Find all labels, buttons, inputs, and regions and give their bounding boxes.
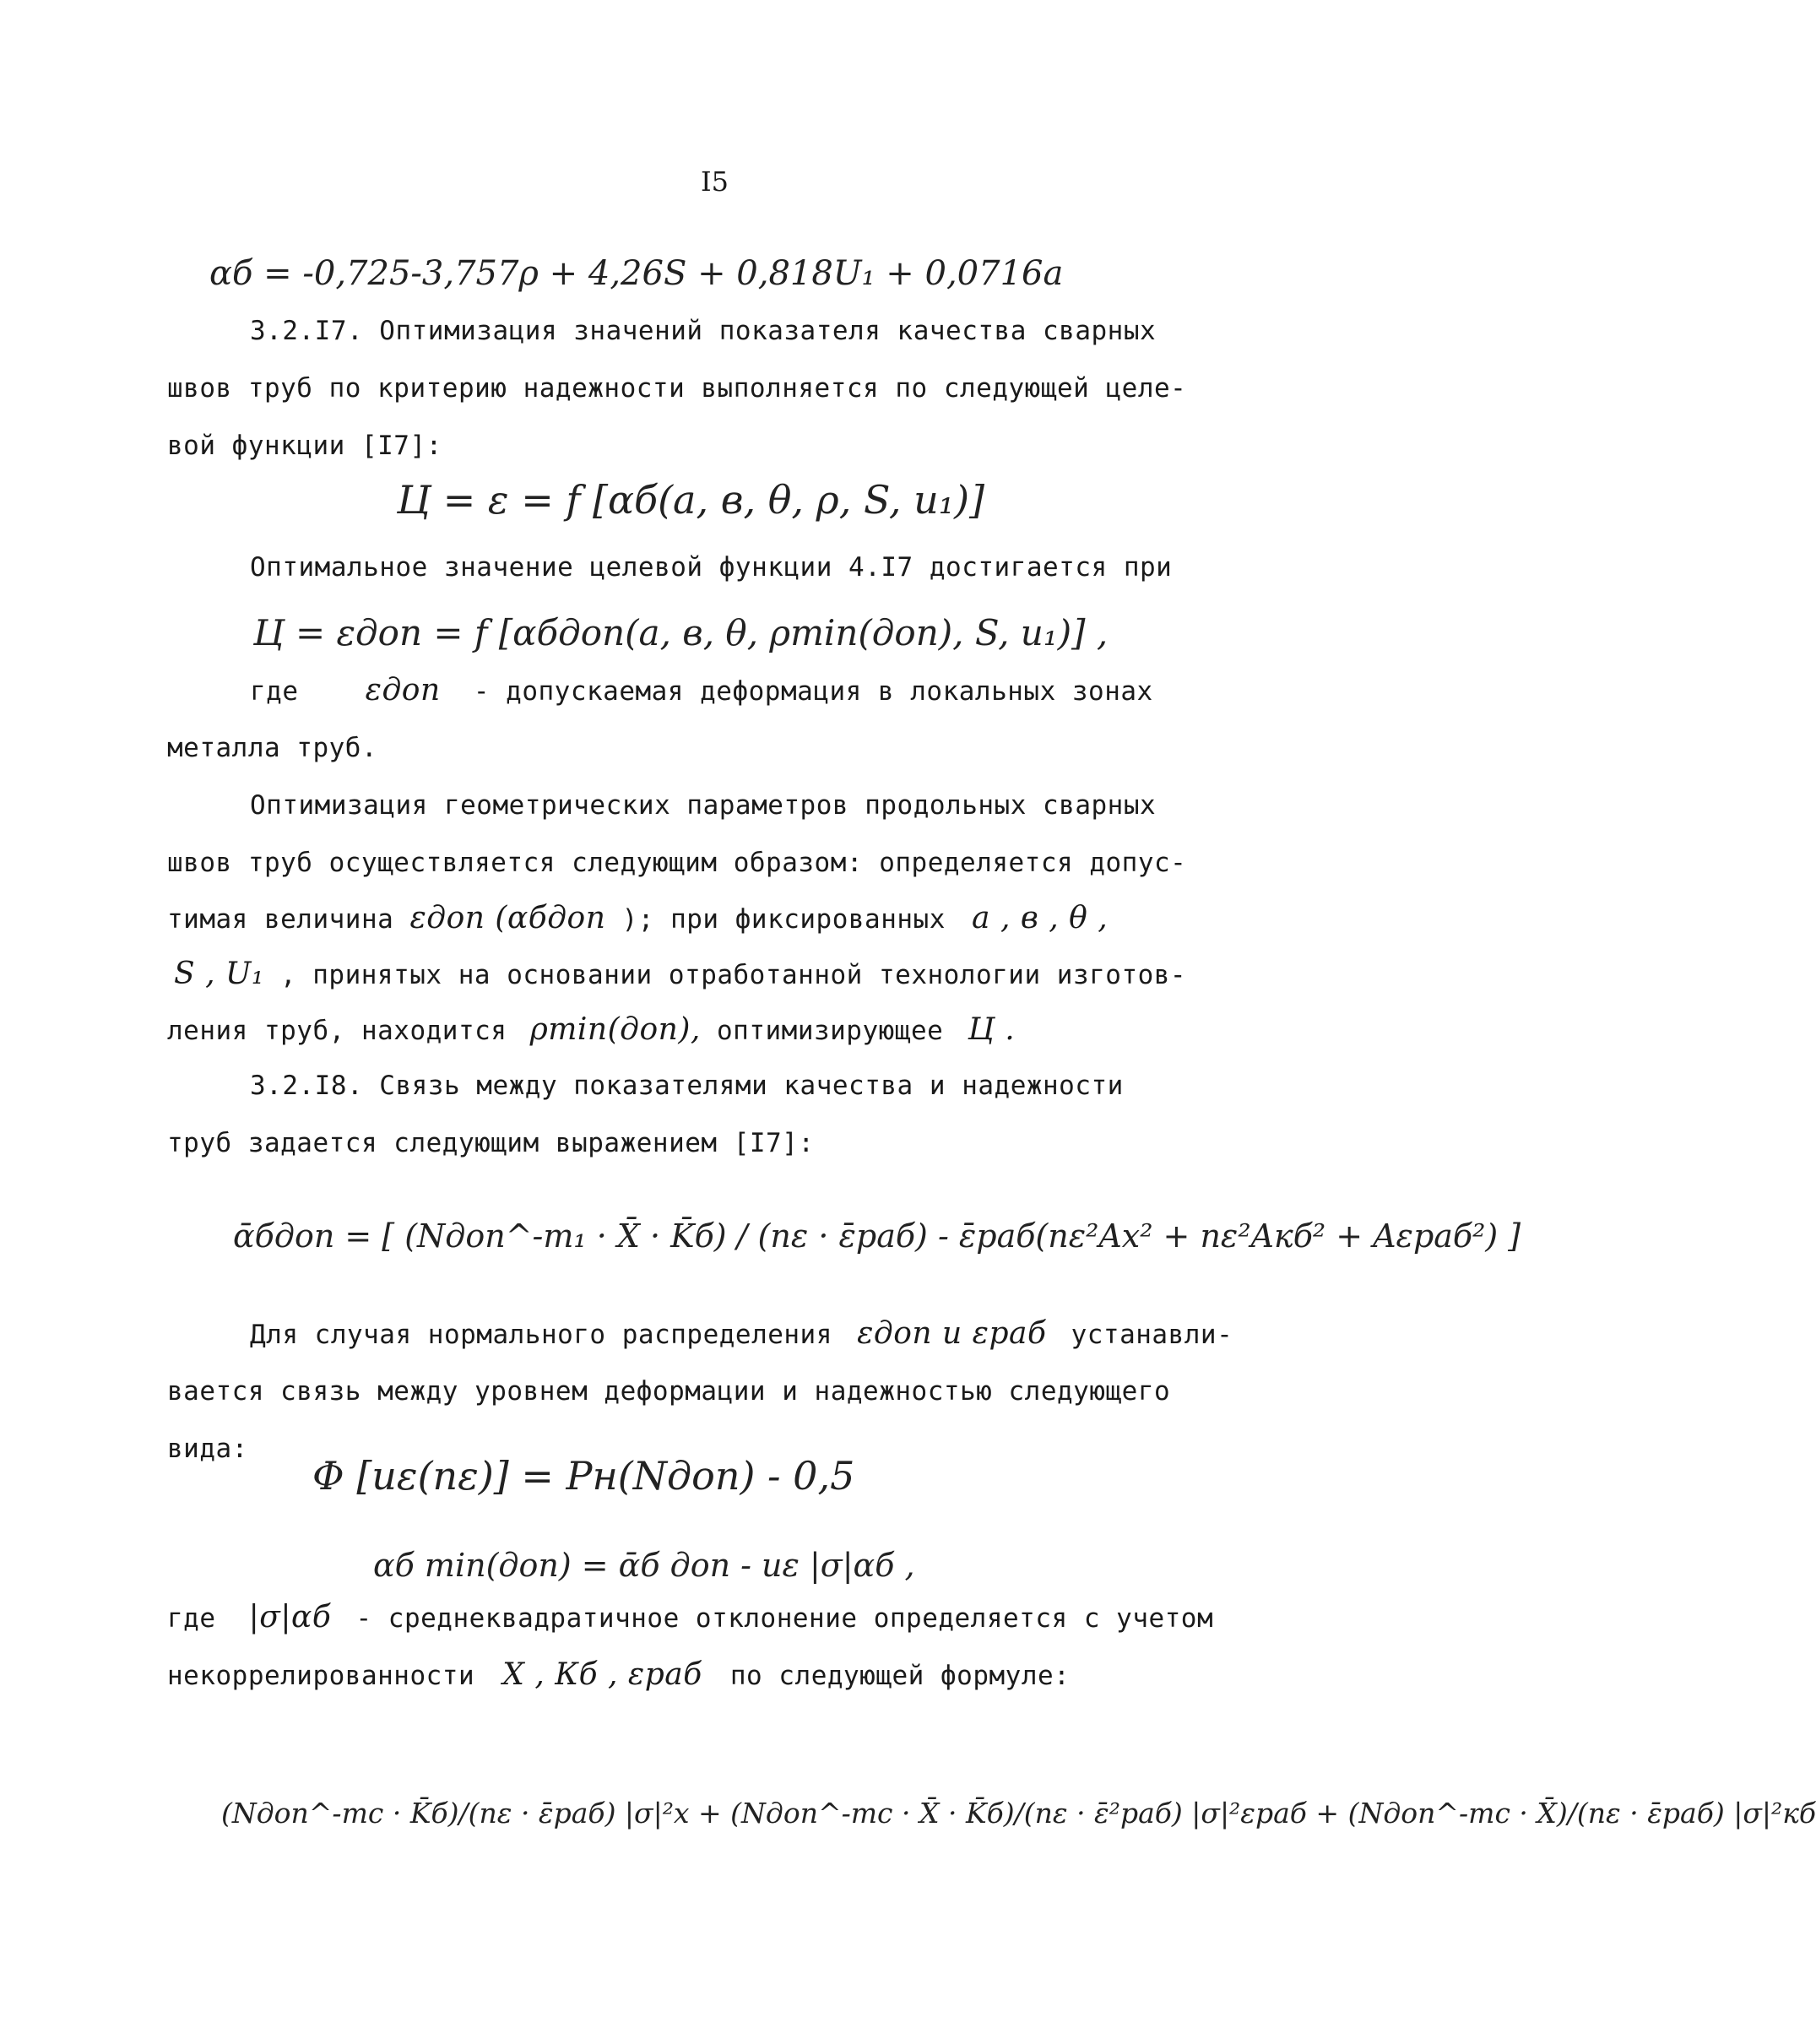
where-2-line-2 (167, 1658, 1070, 1693)
geometry-line-1: Оптимизация геометрических параметров продольных сварных (250, 790, 1157, 821)
normal-line-1-text-b: устанавли- (1071, 1320, 1233, 1350)
geometry-line-4-text: , принятых на основании отработанной технологии изготов- (279, 960, 1187, 990)
formula-quality-reliability-link: ᾱбдоп = [ (Nдоп^-m₁ · X̄ · K̄б) / (nε · ε̄раб) - ε̄раб(nε²Aх² + nε²Aкб² + Aεраб²) ] (233, 1217, 1521, 1255)
geometry-line-2: швов труб осуществляется следующим образом: определяется допус- (167, 848, 1187, 878)
normal-distribution-line-2: вается связь между уровнем деформации и надежностью следующего (167, 1376, 1171, 1407)
paragraph-3218-line-1: 3.2.I8. Связь между показателями качества и надежности (250, 1071, 1124, 1101)
formula-sigma: (Nдоп^-mc · K̄б)/(nε · ε̄раб) |σ|²х + (Nдоп^-mc · X̄ · K̄б)/(nε · ε̄²раб) |σ|²εраб + (Nдоп^-mc · X̄)/(nε · ε̄раб) |σ|²кб (221, 1797, 1816, 1830)
geometry-line-4-symbols: S , U₁ (174, 957, 264, 991)
geometry-line-5-text-a: ления труб, находится (167, 1016, 507, 1046)
geometry-line-5-symbol-2: Ц . (968, 1012, 1016, 1047)
formula-optimal: Ц = εдоп = f [αбдоп(a, в, θ, ρmin(доп), S, u₁)] , (253, 612, 1109, 653)
where-2-line-1 (167, 1601, 1213, 1635)
optimal-value-line: Оптимальное значение целевой функции 4.I7 достигается при (250, 552, 1173, 583)
paragraph-3217-line-3: вой функции [I7]: (167, 431, 442, 461)
formula-phi: Φ [uε(nε)] = Pн(Nдоп) - 0,5 (312, 1453, 855, 1499)
where-line-1 (250, 674, 1153, 708)
where-2-definition: - среднеквадратичное отклонение определяется с учетом (355, 1603, 1214, 1634)
where-line-2: металла труб. (167, 733, 378, 763)
geometry-line-3-symbols: a , в , θ , (972, 901, 1109, 935)
formula-alpha-min: αб min(доп) = ᾱб доп - uε |σ|αб , (373, 1547, 915, 1584)
where-2-word: где (167, 1603, 216, 1634)
geometry-line-3-symbol: εдоп (αбдоп (409, 901, 606, 935)
paragraph-3217-line-1: 3.2.I7. Оптимизация значений показателя качества сварных (250, 316, 1157, 346)
page-number: I5 (701, 165, 729, 198)
where-definition: - допускаемая деформация в локальных зонах (473, 676, 1153, 707)
normal-line-1-symbols: εдоп и εраб (857, 1316, 1047, 1351)
geometry-line-5-symbol: ρmin(доп), (529, 1012, 701, 1047)
paragraph-3217-line-2: швов труб по критерию надежности выполняется по следующей целе- (167, 373, 1187, 404)
where-2-line-2-text-b: по следующей формуле: (729, 1661, 1071, 1691)
normal-distribution-line-1 (250, 1317, 1233, 1352)
normal-line-1-text-a: Для случая нормального распределения (250, 1320, 832, 1350)
symbol-sigma: |σ|αб (248, 1600, 332, 1635)
geometry-line-3-text-a: тимая величина (167, 904, 394, 935)
formula-alpha: αб = -0,725-3,757ρ + 4,26S + 0,818U₁ + 0,0716a (209, 254, 1064, 293)
where-word: где (250, 676, 299, 707)
geometry-line-3 (167, 902, 1108, 936)
where-2-line-2-symbols: X , Кб , εраб (502, 1657, 702, 1692)
geometry-line-4 (174, 957, 1186, 992)
geometry-line-5-text-b: оптимизирующее (717, 1016, 944, 1046)
geometry-line-5 (167, 1013, 1015, 1048)
geometry-line-3-text-b: ); при фиксированных (621, 904, 946, 935)
where-2-line-2-text-a: некоррелированности (167, 1661, 475, 1691)
symbol-eps-dop: εдоп (365, 673, 441, 708)
normal-distribution-line-3: вида: (167, 1434, 248, 1464)
paragraph-3218-line-2: труб задается следующим выражением [I7]: (167, 1128, 815, 1158)
formula-target-function: Ц = ε = f [αб(a, в, θ, ρ, S, u₁)] (397, 477, 985, 523)
